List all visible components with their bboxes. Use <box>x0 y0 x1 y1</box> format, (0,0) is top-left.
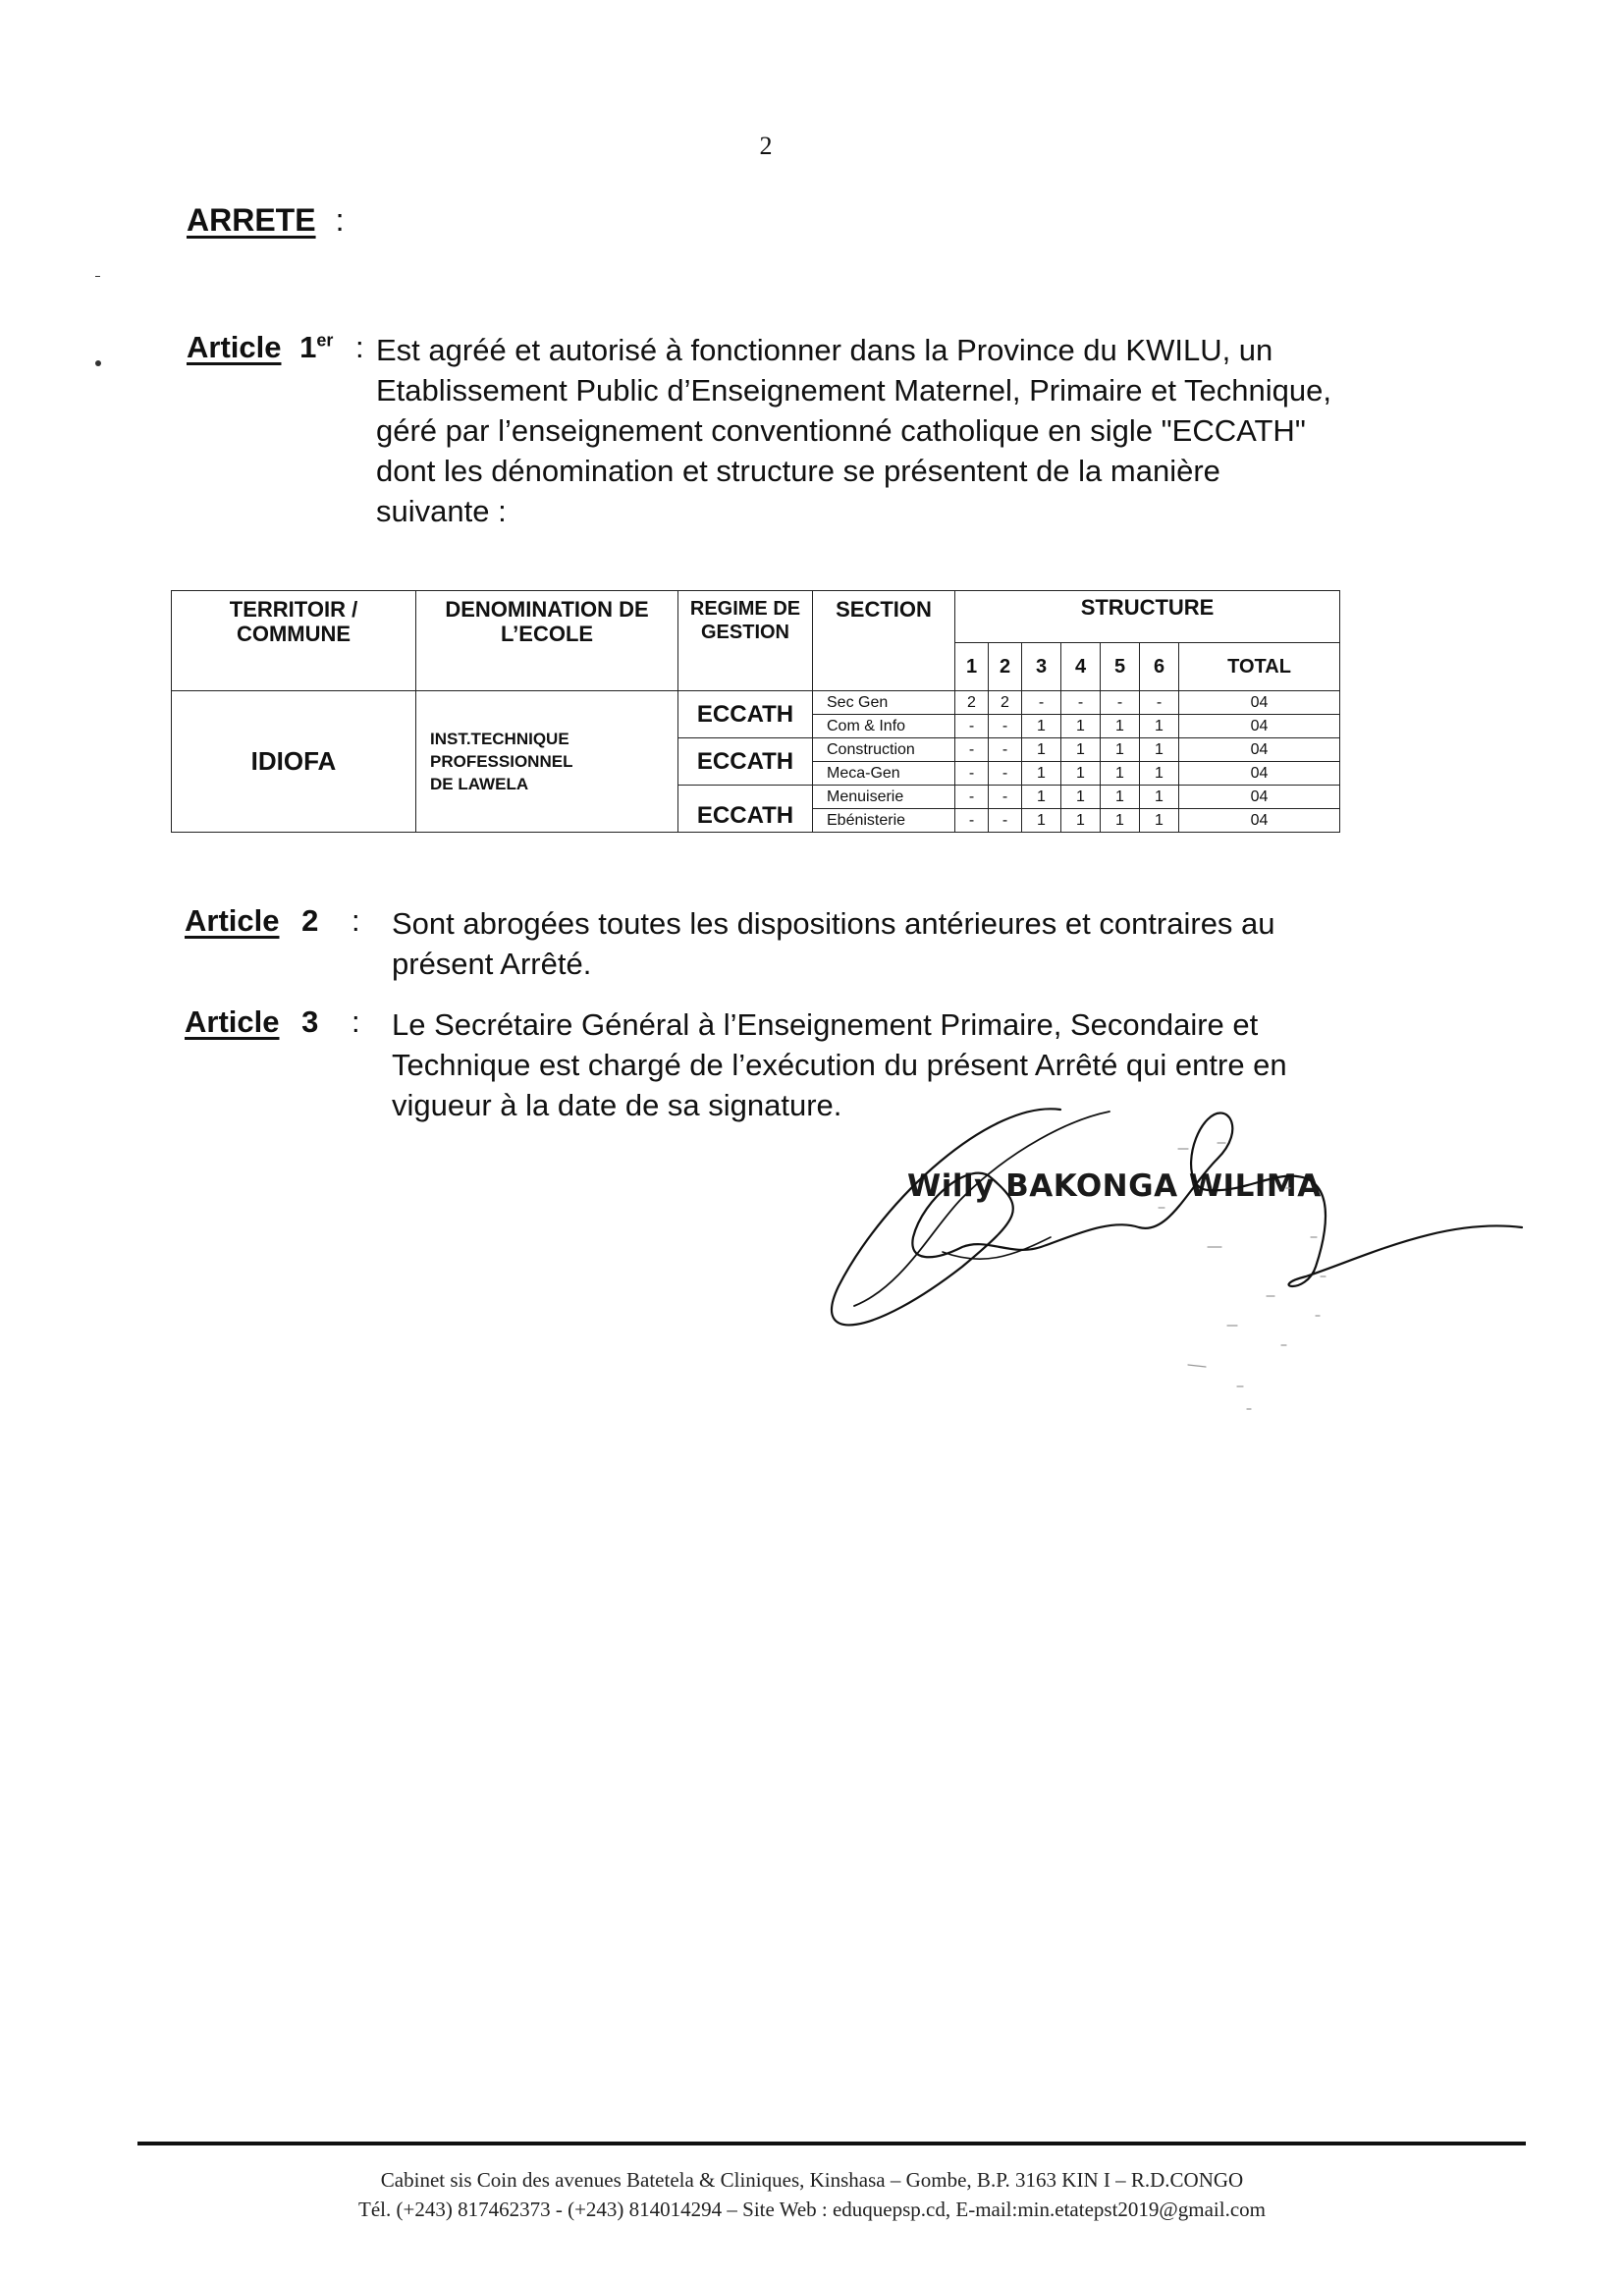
denomination-line: INST.TECHNIQUE <box>430 730 569 748</box>
year-cell: 1 <box>1140 762 1179 786</box>
article-2-colon: : <box>352 903 360 938</box>
total-cell: 04 <box>1179 738 1340 762</box>
article-1-line: Etablissement Public d’Enseignement Maternel, Primaire et Technique, <box>376 373 1331 407</box>
section-cell: Menuiserie <box>813 786 955 809</box>
year-cell: - <box>989 715 1022 738</box>
year-cell: - <box>955 762 989 786</box>
year-cell: - <box>989 738 1022 762</box>
school-structure-table <box>171 590 1340 833</box>
article-3-label <box>185 1004 318 1040</box>
denomination-line: PROFESSIONNEL <box>430 752 573 771</box>
year-cell: - <box>1101 691 1140 715</box>
article-2-number: 2 <box>301 903 319 938</box>
year-cell: 1 <box>1022 809 1061 833</box>
year-cell: 1 <box>1022 715 1061 738</box>
header-structure: STRUCTURE <box>955 591 1340 643</box>
article-1-line: suivante : <box>376 494 507 528</box>
article-2-text <box>392 903 1430 984</box>
year-cell: - <box>955 786 989 809</box>
faint-stamp-traces <box>1119 1129 1355 1424</box>
article-1-label <box>187 330 333 365</box>
article-1-suffix: er <box>316 330 334 351</box>
year-cell: 1 <box>1101 786 1140 809</box>
header-year-6: 6 <box>1140 643 1179 691</box>
article-1-line: dont les dénomination et structure se présentent de la manière <box>376 454 1220 488</box>
page-number: 2 <box>759 132 773 160</box>
year-cell: - <box>1140 691 1179 715</box>
header-section: SECTION <box>813 591 955 691</box>
scan-mark <box>95 360 101 366</box>
year-cell: 1 <box>1101 809 1140 833</box>
article-1-line: Est agréé et autorisé à fonctionner dans la Province du KWILU, un <box>376 333 1273 367</box>
section-cell: Meca-Gen <box>813 762 955 786</box>
year-cell: - <box>989 809 1022 833</box>
header-year-4: 4 <box>1061 643 1101 691</box>
year-cell: 1 <box>1140 809 1179 833</box>
arrete-heading <box>187 202 344 239</box>
footer-divider <box>137 2142 1526 2145</box>
section-cell: Ebénisterie <box>813 809 955 833</box>
year-cell: - <box>1061 691 1101 715</box>
year-cell: 1 <box>1140 786 1179 809</box>
denomination-cell <box>416 691 678 833</box>
year-cell: - <box>989 786 1022 809</box>
year-cell: - <box>955 738 989 762</box>
header-territoire: TERRITOIR / COMMUNE <box>172 591 416 691</box>
header-year-1: 1 <box>955 643 989 691</box>
year-cell: 1 <box>1101 738 1140 762</box>
year-cell: 1 <box>1101 762 1140 786</box>
arrete-label: ARRETE <box>187 202 316 238</box>
year-cell: - <box>955 809 989 833</box>
article-3-word: Article <box>185 1004 280 1039</box>
header-year-5: 5 <box>1101 643 1140 691</box>
year-cell: 1 <box>1061 786 1101 809</box>
article-3-line: Le Secrétaire Général à l’Enseignement Primaire, Secondaire et <box>392 1007 1259 1042</box>
year-cell: 1 <box>1022 738 1061 762</box>
year-cell: 2 <box>955 691 989 715</box>
year-cell: 1 <box>1022 762 1061 786</box>
year-cell: 1 <box>1101 715 1140 738</box>
header-year-3: 3 <box>1022 643 1061 691</box>
scan-mark <box>95 276 100 277</box>
regime-cell: ECCATH <box>678 691 813 738</box>
header-total: TOTAL <box>1179 643 1340 691</box>
article-2-word: Article <box>185 903 280 938</box>
article-2-line: Sont abrogées toutes les dispositions antérieures et contraires au <box>392 906 1275 941</box>
year-cell: 2 <box>989 691 1022 715</box>
header-year-2: 2 <box>989 643 1022 691</box>
signatory-name: Willy BAKONGA WILIMA <box>907 1168 1322 1204</box>
year-cell: 1 <box>1061 738 1101 762</box>
footer-contact: Tél. (+243) 817462373 - (+243) 814014294 – Site Web : eduquepsp.cd, E-mail:min.etatepst2019@gmail.com <box>358 2198 1266 2221</box>
total-cell: 04 <box>1179 762 1340 786</box>
section-cell: Sec Gen <box>813 691 955 715</box>
article-3-colon: : <box>352 1004 360 1039</box>
regime-cell: ECCATH <box>678 786 813 833</box>
year-cell: 1 <box>1061 809 1101 833</box>
article-1-text <box>376 330 1425 531</box>
table-row <box>172 691 1340 715</box>
year-cell: - <box>955 715 989 738</box>
year-cell: - <box>1022 691 1061 715</box>
section-cell: Construction <box>813 738 955 762</box>
header-denomination: DENOMINATION DE L’ECOLE <box>416 591 678 691</box>
total-cell: 04 <box>1179 809 1340 833</box>
denomination-line: DE LAWELA <box>430 775 529 793</box>
year-cell: - <box>989 762 1022 786</box>
article-2-line: présent Arrêté. <box>392 947 592 981</box>
regime-cell: ECCATH <box>678 738 813 786</box>
year-cell: 1 <box>1061 762 1101 786</box>
total-cell: 04 <box>1179 715 1340 738</box>
section-cell: Com & Info <box>813 715 955 738</box>
year-cell: 1 <box>1022 786 1061 809</box>
territoire-cell: IDIOFA <box>172 691 416 833</box>
article-3-number: 3 <box>301 1004 319 1039</box>
total-cell: 04 <box>1179 691 1340 715</box>
total-cell: 04 <box>1179 786 1340 809</box>
header-regime: REGIME DE GESTION <box>678 591 813 691</box>
year-cell: 1 <box>1140 738 1179 762</box>
article-3-line: vigueur à la date de sa signature. <box>392 1088 842 1122</box>
year-cell: 1 <box>1061 715 1101 738</box>
article-1-colon: : <box>355 330 364 364</box>
article-3-line: Technique est chargé de l’exécution du présent Arrêté qui entre en <box>392 1048 1287 1082</box>
article-1-line: géré par l’enseignement conventionné catholique en sigle "ECCATH" <box>376 413 1306 448</box>
article-1-number: 1 <box>299 330 317 364</box>
year-cell: 1 <box>1140 715 1179 738</box>
arrete-colon: : <box>335 202 345 238</box>
footer-address: Cabinet sis Coin des avenues Batetela & Cliniques, Kinshasa – Gombe, B.P. 3163 KIN I – R.D.CONGO <box>380 2168 1244 2192</box>
article-1-word: Article <box>187 330 282 364</box>
article-2-label <box>185 903 318 939</box>
